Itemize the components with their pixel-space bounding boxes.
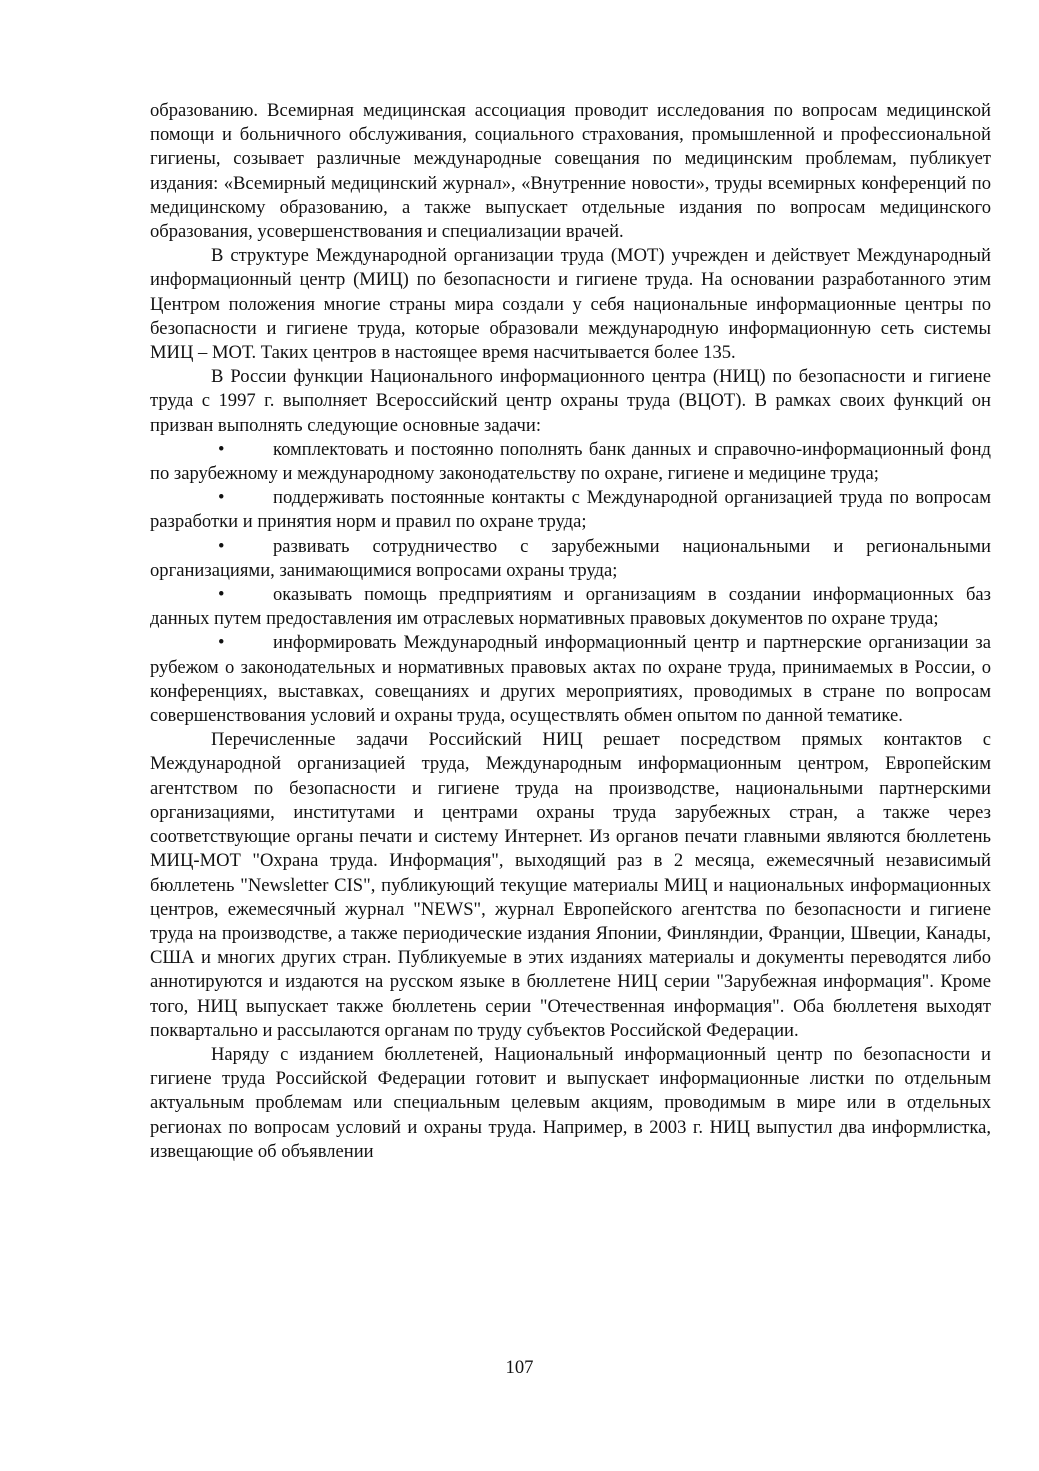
page-number: 107: [505, 1357, 534, 1378]
bullet-icon: •: [218, 632, 225, 654]
bullet-text: развивать сотрудничество с зарубежными национальными и региональными организациями, занимающимися вопросами охраны труда;: [150, 535, 991, 581]
bullet-text: оказывать помощь предприятиям и организациям в создании информационных баз данных путем предоставления им отраслевых нормативных правовых документов по охране труда;: [150, 584, 991, 630]
bullet-icon: •: [218, 584, 225, 606]
paragraph-ilo-center: В структуре Международной организации труда (МОТ) учрежден и действует Международный информационный центр (МИЦ) по безопасности и гигиене труда. На основании разработанного этим Центром положения многие страны мира создали у себя национальные информационные центры по безопасности и гигиене труда, которые образовали международную информационную сеть системы МИЦ – МОТ. Таких центров в настоящее время насчитывается более 135.: [150, 245, 991, 364]
paragraph-continuation: образованию. Всемирная медицинская ассоциация проводит исследования по вопросам медицинской помощи и больничного обслуживания, социального страхования, промышленной и профессиональной гигиены, созывает различные международные совещания по медицинским проблемам, публикует издания: «Всемирный медицинский журнал», «Внутренние новости», труды всемирных конференций по медицинскому образованию, а также выпускает отдельные издания по вопросам медицинского образования, усовершенствования и специализации врачей.: [150, 100, 991, 243]
bullet-text: комплектовать и постоянно пополнять банк данных и справочно-информационный фонд по зарубежному и международному законодательству по охране, гигиене и медицине труда;: [150, 438, 991, 485]
paragraph-info-leaflets: Наряду с изданием бюллетеней, Национальный информационный центр по безопасности и гигиене труда Российской Федерации готовит и выпускает информационные листки по отдельным актуальным проблемам или специальным целевым акциям, проводимым в мире или в отдельных регионах по вопросам условий и охраны труда. Например, в 2003 г. НИЦ выпустил два информлистка, извещающие об объявлении: [150, 1043, 991, 1162]
bullet-item: [150, 438, 991, 486]
bullet-text: поддерживать постоянные контакты с Международной организацией труда по вопросам разработки и принятия норм и правил по охране труда;: [150, 487, 991, 533]
bullet-item: [150, 631, 991, 728]
bullet-text: информировать Международный информационный центр и партнерские организации за рубежом о законодательных и нормативных правовых актах по охране труда, принимаемых в России, о конференциях, выставках, совещаниях и других мероприятиях, проводимых в стране по вопросам совершенствования условий и охраны труда, осуществлять обмен опытом по данной тематике.: [150, 632, 991, 727]
paragraph-tasks-solution: Перечисленные задачи Российский НИЦ решает посредством прямых контактов с Международной организацией труда, Международным информационным центром, Европейским агентством по безопасности и гигиене труда на производстве, национальными партнерскими организациями, институтами и центрами охраны труда зарубежных стран, а также через соответствующие органы печати и систему Интернет. Из органов печати главными являются бюллетень МИЦ-МОТ "Охрана труда. Информация", выходящий раз в 2 месяца, ежемесячный независимый бюллетень "Newsletter CIS", публикующий текущие материалы МИЦ и национальных информационных центров, ежемесячный журнал "NEWS", журнал Европейского агентства по безопасности и гигиене труда на производстве, а также периодические издания Японии, Финляндии, Франции, Швеции, Канады, США и многих других стран. Публикуемые в этих изданиях материалы и документы переводятся либо аннотируются и издаются на русском языке в бюллетене НИЦ серии "Зарубежная информация". Кроме того, НИЦ выпускает также бюллетень серии "Отечественная информация". Оба бюллетеня выходят поквартально и рассылаются органам по труду субъектов Российской Федерации.: [150, 729, 991, 1041]
bullet-icon: •: [218, 535, 225, 557]
paragraph-russia-nic: В России функции Национального информационного центра (НИЦ) по безопасности и гигиене труда с 1997 г. выполняет Всероссийский центр охраны труда (ВЦОТ). В рамках своих функций он призван выполнять следующие основные задачи:: [150, 366, 991, 436]
bullet-item: [150, 583, 991, 631]
bullet-item: [150, 535, 991, 583]
document-body: [150, 99, 991, 1164]
bullet-icon: •: [218, 438, 225, 460]
bullet-item: [150, 486, 991, 534]
bullet-icon: •: [218, 487, 225, 509]
